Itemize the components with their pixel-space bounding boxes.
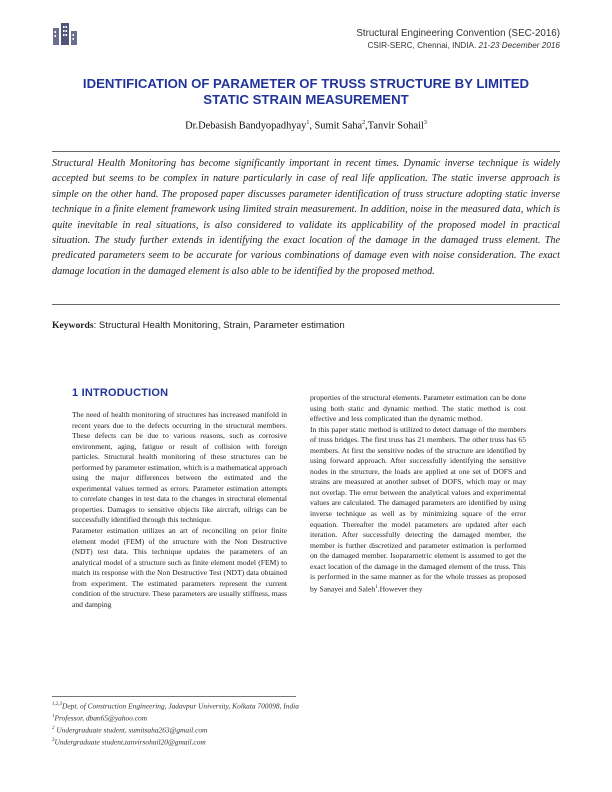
author-1-sup: 1 [306,120,310,126]
sec-logo-icon [52,22,78,46]
conference-dates: 21-23 December 2016 [478,41,560,50]
intro-paragraph-2: Parameter estimation utilizes an art of reconciling on prior finite element model (FEM) of the structure with the Non Destructive (NDT) test data. This technique updates the parameters of an analytical model of a structure such as finite element model (FEM) to match its response with the Non Destructive Test (NDT) data obtained from experiment. The estimated parameters represent the current condition of the structure. These parameters are usually stiffness, mass and damping [72,526,287,609]
paper-title-line1: IDENTIFICATION OF PARAMETER OF TRUSS STRUCTURE BY LIMITED [82,76,530,91]
section-heading-introduction: 1 INTRODUCTION [72,387,169,399]
intro-paragraph-4 [310,425,526,595]
conference-venue [356,40,560,51]
author-2: , Sumit Saha [309,120,363,132]
footnote-1-text: Professor, dban65@yahoo.com [54,713,148,723]
citation-ref: 1 [375,584,378,590]
intro-right-column [310,393,526,595]
footnote-2 [52,724,302,736]
author-1: Dr.Debasish Bandyopadhyay [185,120,307,132]
author-3-sup: 3 [423,120,427,126]
footnotes [52,700,302,748]
keywords [52,320,345,331]
conference-name: Structural Engineering Convention (SEC-2016) [356,28,560,39]
footnote-affiliation-text: Dept. of Construction Engineering, Jadavpur University, Kolkata 700098, India [62,701,299,711]
footnote-1 [52,712,302,724]
footnote-affiliation [52,700,302,712]
intro-left-column [72,410,287,610]
footnote-2-text: Undergraduate student, sumitsaha263@gmail.com [54,725,208,735]
intro-paragraph-4-text: In this paper static method is utilized to detect damage of the members of truss bridges. The first truss has 21 members. The other truss has 65 members. At first the sensitive nodes of the structure are identified by using forward approach. After successfully identifying the sensitive nodes in the structure, the loads are applied at one set of DOFS and strains are measured at another subset of DOFS, which may or may not overlap. The error between the analytical values and experimental values are calculated. The damaged parameters are identified by using inverse technique as well as by minimizing square of the error equation. Thereafter the model parameters are updated after each iteration. After successfully detecting the damaged member, the member is further discretized and parameter estimation is performed on the damaged member. Isoparametric element is assumed to get the exact location of the damage in the damaged element of the truss. This is performed in the same manner as for the whole trusses as proposed by Sanayei and Saleh [310,424,526,594]
abstract-top-rule [52,151,560,152]
footnote-2-sup: 2 [52,725,55,731]
footnote-affiliation-sup: 1,2,3 [52,702,62,707]
intro-paragraph-3: properties of the structural elements. Parameter estimation can be done using both static and dynamic method. The static method is cost effective and less complicated than the dynamic method. [310,393,526,424]
paper-title [52,76,560,107]
paper-title-line2: STATIC STRAIN MEASUREMENT [203,91,409,107]
author-3: ,Tanvir Sohail [365,120,424,132]
intro-paragraph-4-tail: .However they [377,584,423,594]
keywords-text: : Structural Health Monitoring, Strain, Parameter estimation [93,320,345,331]
footnote-rule [52,696,296,697]
footnote-3-sup: 3 [52,737,55,743]
abstract: Structural Health Monitoring has become significantly important in recent times. Dynamic inverse technique is widely accepted but seems to be complex in nature particularly in case of real life application. The static inverse approach is simple on the other hand. The proposed paper discusses parameter identification of truss structure adopting static inverse technique in a finite element framework using limited strain measurement. In addition, noise in the measured data, which is quite inevitable in real situations, is also considered to validate its applicability of the proposed model in practical situation. The study further extends in identifying the exact location of the damage in the damaged truss element. The predicated parameters seem to be accurate for various combinations of damage even with noise consideration. The exact damage location in the damaged element is also able to be identified by the proposed method. [52,158,560,277]
conference-location: CSIR-SERC, Chennai, INDIA. [367,41,477,50]
footnote-1-sup: 1 [52,713,55,719]
abstract-bottom-rule [52,304,560,305]
conference-header [356,28,560,51]
footnote-3 [52,736,302,748]
keywords-label: Keywords [52,320,94,331]
author-list [52,120,560,131]
author-2-sup: 2 [362,120,366,126]
footnote-3-text: Undergraduate student,tanvirsohail20@gmail.com [54,737,206,747]
intro-paragraph-1: The need of health monitoring of structures has increased manifold in recent years due to the defects occurring in the structural members. These defects can be due to various reasons, such as corrosive environment, aging, fatigue or result of collision with foreign particles. Structural health monitoring of these structures can be performed by parameter estimation, which is a mathematical approach using the major differences between the estimated and the experimental values termed as errors. Parameter estimation attempts to correlate changes in test data to the changes in structural elemental properties. Damages to sensitive objects like aircraft, oilrigs can be successfully identified through this technique. [72,410,287,525]
